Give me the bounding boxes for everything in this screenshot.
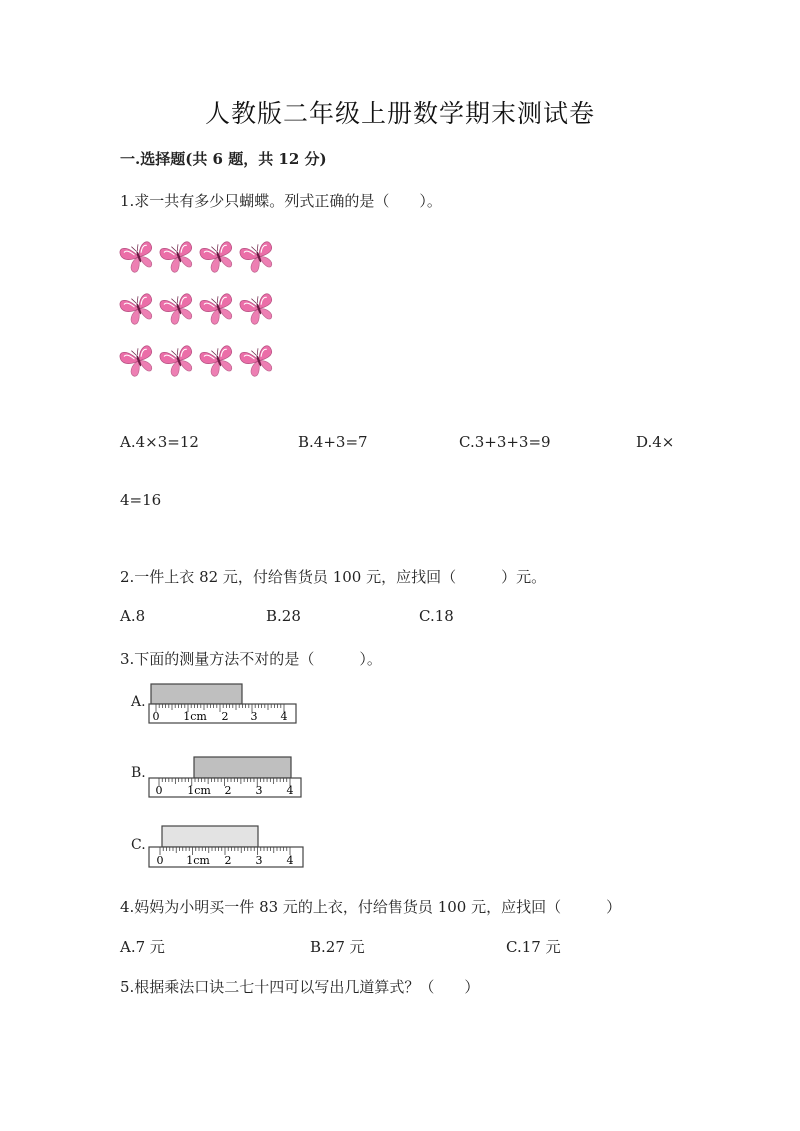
question-1-option-d[interactable]: D.4× [636, 433, 675, 451]
question-4-option-a[interactable]: A.7 元 [120, 938, 165, 956]
question-1-text: 1.求一共有多少只蝴蝶。列式正确的是（ ）。 [120, 192, 442, 210]
ruler-tick-label: 1cm [187, 784, 211, 797]
question-2-option-c[interactable]: C.18 [419, 607, 454, 625]
question-2-text: 2.一件上衣 82 元，付给售货员 100 元，应找回（ ）元。 [120, 568, 547, 586]
ruler-tick-label: 3 [255, 854, 263, 867]
butterfly-icon [118, 340, 158, 380]
ruler-figure-a [148, 682, 300, 726]
question-2-option-b[interactable]: B.28 [266, 607, 301, 625]
question-5-text: 5.根据乘法口诀二七十四可以写出几道算式？（ ） [120, 978, 480, 996]
question-4-option-c[interactable]: C.17 元 [506, 938, 561, 956]
ruler-tick-label: 4 [280, 710, 288, 723]
butterfly-icon [238, 340, 278, 380]
question-3-text: 3.下面的测量方法不对的是（ ）。 [120, 650, 382, 668]
measured-bar [162, 826, 258, 847]
butterfly-icon [238, 288, 278, 328]
butterfly-icon [118, 236, 158, 276]
butterfly-icon [198, 236, 238, 276]
question-2-option-a[interactable]: A.8 [120, 607, 146, 625]
figure-c-label: C. [131, 837, 146, 853]
butterfly-icon [198, 288, 238, 328]
ruler-figure-b [148, 756, 304, 800]
ruler-tick-label: 2 [221, 710, 229, 723]
butterfly-icon [238, 236, 278, 276]
ruler-tick-label: 3 [250, 710, 258, 723]
figure-b-label: B. [131, 765, 146, 781]
ruler-tick-label: 0 [152, 710, 160, 723]
ruler-figure-c [148, 824, 306, 870]
butterfly-icon [158, 340, 198, 380]
ruler-tick-label: 2 [224, 784, 232, 797]
ruler-tick-label: 4 [286, 854, 294, 867]
butterfly-grid [118, 236, 294, 392]
ruler-tick-label: 1cm [183, 710, 207, 723]
question-4-option-b[interactable]: B.27 元 [310, 938, 365, 956]
page-title: 人教版二年级上册数学期末测试卷 [204, 99, 595, 128]
question-4-text: 4.妈妈为小明买一件 83 元的上衣，付给售货员 100 元，应找回（ ） [120, 898, 622, 916]
figure-a-label: A. [131, 694, 146, 710]
measured-bar [151, 684, 242, 704]
ruler-tick-label: 1cm [186, 854, 210, 867]
ruler-tick-label: 2 [224, 854, 232, 867]
butterfly-icon [118, 288, 158, 328]
ruler-tick-label: 0 [156, 854, 164, 867]
butterfly-icon [158, 288, 198, 328]
ruler-tick-label: 0 [155, 784, 163, 797]
section-heading: 一.选择题(共 6 题，共 12 分) [120, 150, 327, 168]
butterfly-icon [158, 236, 198, 276]
question-1-option-d-continuation: 4=16 [120, 491, 162, 509]
butterfly-icon [198, 340, 238, 380]
question-1-option-b[interactable]: B.4+3=7 [298, 433, 368, 451]
measured-bar [194, 757, 291, 778]
ruler-tick-label: 4 [286, 784, 294, 797]
ruler-tick-label: 3 [255, 784, 263, 797]
question-1-option-c[interactable]: C.3+3+3=9 [459, 433, 551, 451]
question-1-option-a[interactable]: A.4×3=12 [120, 433, 199, 451]
